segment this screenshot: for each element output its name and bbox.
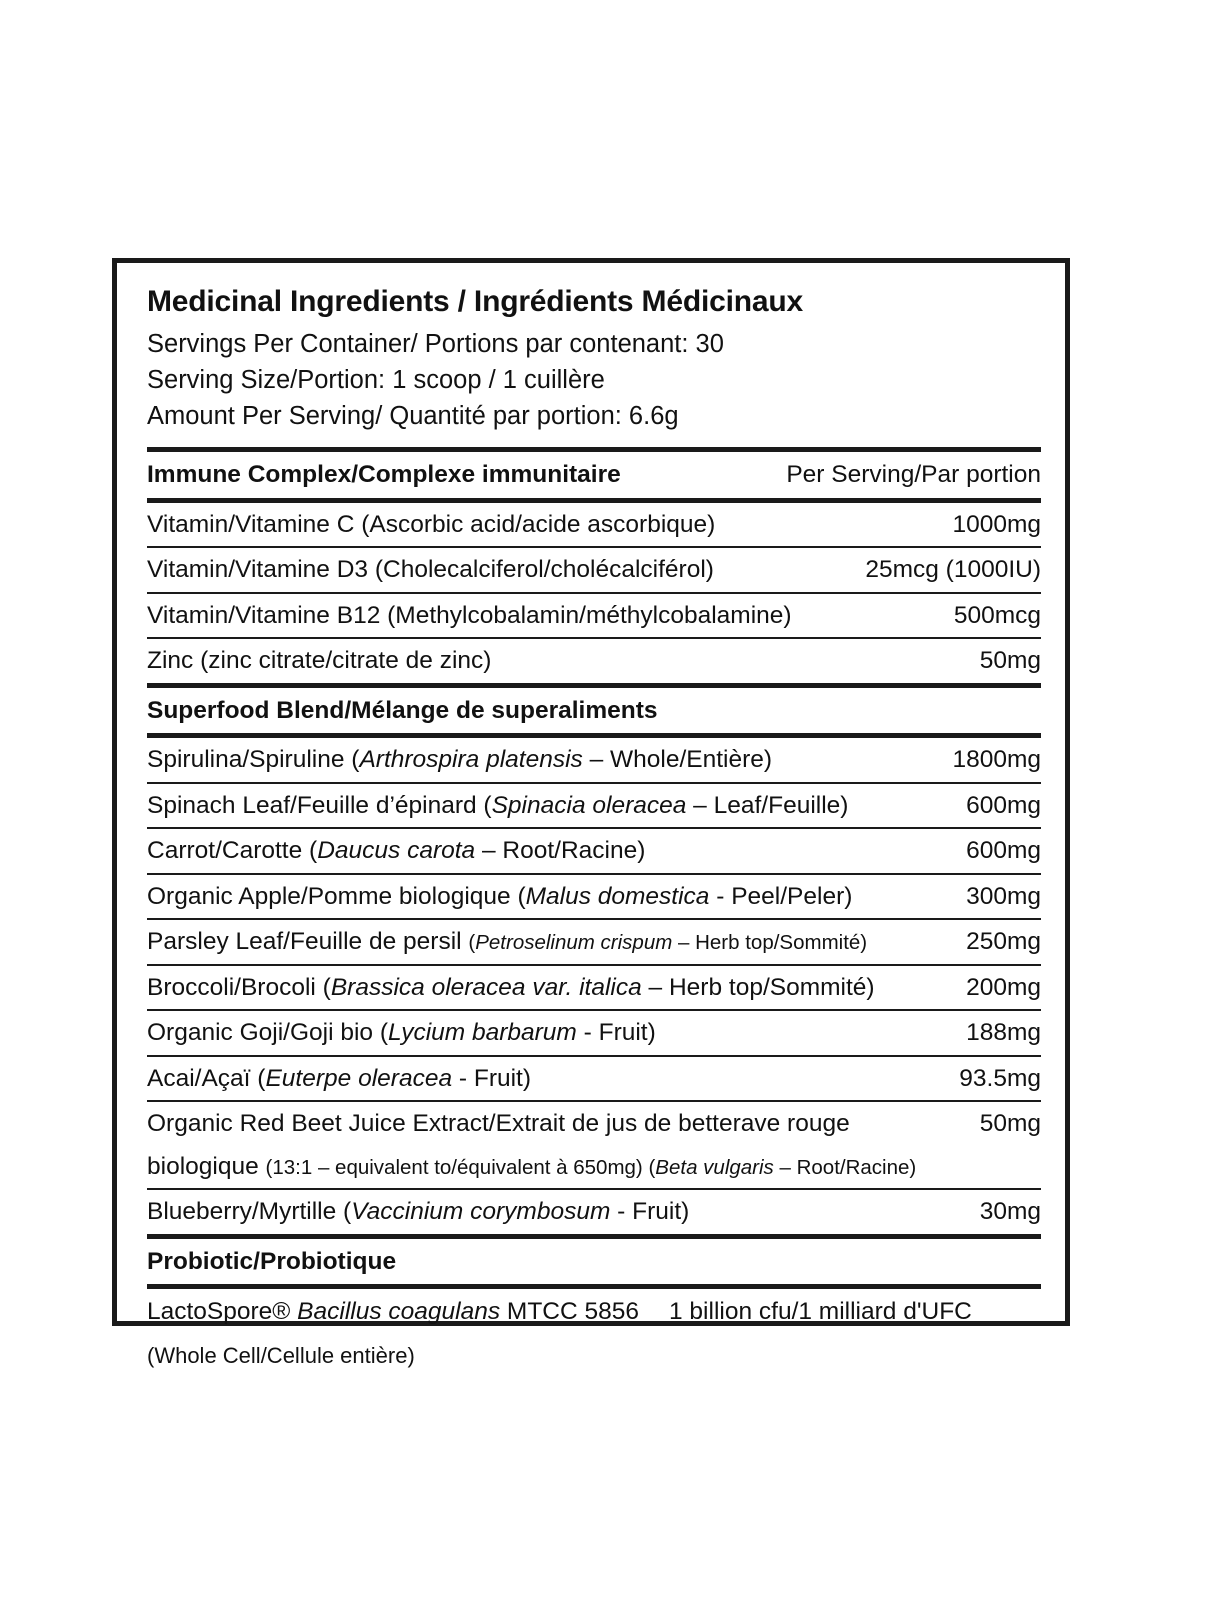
table-row xyxy=(147,966,1041,1010)
ingredient-name: Vitamin/Vitamine C (Ascorbic acid/acide ascorbique) xyxy=(147,510,716,538)
table-row xyxy=(147,639,1041,683)
amount-per-serving: Amount Per Serving/ Quantité par portion: 6.6g xyxy=(147,402,679,431)
ingredient-amount: 250mg xyxy=(966,928,1041,956)
ingredient-name: Blueberry/Myrtille (Vaccinium corymbosum - Fruit) xyxy=(147,1198,690,1226)
table-row xyxy=(147,784,1041,828)
scientific-name: Petroselinum crispum xyxy=(475,931,673,955)
ingredient-amount: 50mg xyxy=(979,647,1041,675)
serving-size: Serving Size/Portion: 1 scoop / 1 cuillère xyxy=(147,366,605,394)
section-header-probiotic xyxy=(147,1239,1041,1285)
table-row xyxy=(147,1057,1041,1101)
servings-per-container: Servings Per Container/ Portions par contenant: 30 xyxy=(147,329,724,358)
ingredient-amount: 93.5mg xyxy=(959,1064,1041,1092)
supplement-facts-panel xyxy=(112,258,1070,1368)
scientific-name: Brassica oleracea var. italica xyxy=(330,973,642,1001)
ingredient-name: Zinc (zinc citrate/citrate de zinc) xyxy=(147,647,492,675)
ingredient-amount: 188mg xyxy=(966,1019,1041,1047)
table-row xyxy=(147,1289,1041,1376)
scientific-name: Beta vulgaris xyxy=(655,1155,774,1179)
ingredient-amount: 500mcg xyxy=(953,601,1041,629)
table-row xyxy=(147,829,1041,873)
table-row xyxy=(147,738,1041,782)
table-row xyxy=(147,1102,1041,1188)
row-line-1 xyxy=(147,1112,1041,1137)
page-title: Medicinal Ingredients / Ingrédients Médicinaux xyxy=(147,285,803,318)
ingredient-name: Spirulina/Spiruline (Arthrospira platensis – Whole/Entière) xyxy=(147,746,773,774)
ingredient-amount: 600mg xyxy=(966,837,1041,865)
ingredient-amount: 1 billion cfu/1 milliard d'UFC xyxy=(669,1298,972,1326)
ingredient-name: Spinach Leaf/Feuille d’épinard (Spinacia oleracea – Leaf/Feuille) xyxy=(147,791,849,819)
table-row xyxy=(147,920,1041,964)
amount-column-header: Per Serving/Par portion xyxy=(786,461,1041,489)
ingredient-amount: 200mg xyxy=(966,973,1041,1001)
section-title: Immune Complex/Complexe immunitaire xyxy=(147,461,621,489)
scientific-name: Spinacia oleracea xyxy=(491,791,687,819)
ingredient-name: Organic Apple/Pomme biologique (Malus domestica - Peel/Peler) xyxy=(147,882,853,910)
table-row xyxy=(147,503,1041,547)
ingredient-name: Carrot/Carotte (Daucus carota – Root/Racine) xyxy=(147,837,646,865)
ingredient-name: Parsley Leaf/Feuille de persil (Petroselinum crispum – Herb top/Sommité) xyxy=(147,928,868,956)
ingredient-name: Vitamin/Vitamine D3 (Cholecalciferol/cholécalciférol) xyxy=(147,556,714,584)
table-row xyxy=(147,1011,1041,1055)
row-line-1 xyxy=(147,1300,1041,1325)
scientific-name: Lycium barbarum xyxy=(388,1019,577,1047)
table-row xyxy=(147,1190,1041,1234)
ingredient-amount: 50mg xyxy=(979,1110,1041,1138)
table-row xyxy=(147,548,1041,592)
table-row xyxy=(147,594,1041,638)
scientific-name: Malus domestica xyxy=(525,882,710,910)
ingredient-name: Organic Red Beet Juice Extract/Extrait de jus de betterave rouge xyxy=(147,1110,850,1138)
ingredient-name: Vitamin/Vitamine B12 (Methylcobalamin/méthylcobalamine) xyxy=(147,601,792,629)
section-title: Probiotic/Probiotique xyxy=(147,1247,397,1275)
section-header-immune-complex xyxy=(147,452,1041,498)
row-line-2: biologique (13:1 – equivalent to/équivalent à 650mg) (Beta vulgaris – Root/Racine) xyxy=(147,1152,917,1180)
ingredient-name: LactoSpore® Bacillus coagulans MTCC 5856 xyxy=(147,1298,639,1326)
table-row xyxy=(147,875,1041,919)
scientific-name: Euterpe oleracea xyxy=(265,1064,453,1092)
ingredient-amount: 600mg xyxy=(966,791,1041,819)
section-header-superfood-blend xyxy=(147,688,1041,734)
ingredient-amount: 30mg xyxy=(979,1198,1041,1226)
scientific-name: Daucus carota xyxy=(317,837,476,865)
panel-content xyxy=(117,263,1065,1376)
ingredient-name: Broccoli/Brocoli (Brassica oleracea var. italica – Herb top/Sommité) xyxy=(147,973,875,1001)
scientific-name: Bacillus coagulans xyxy=(297,1298,501,1326)
section-title: Superfood Blend/Mélange de superaliments xyxy=(147,696,658,724)
ingredient-amount: 1800mg xyxy=(952,746,1041,774)
header-spacer xyxy=(147,434,1041,447)
scientific-name: Arthrospira platensis xyxy=(359,746,583,774)
ingredient-name: Organic Goji/Goji bio (Lycium barbarum - Fruit) xyxy=(147,1019,656,1047)
ingredient-amount: 1000mg xyxy=(952,510,1041,538)
ingredient-amount: 25mcg (1000IU) xyxy=(865,556,1041,584)
ingredient-name: Acai/Açaï (Euterpe oleracea - Fruit) xyxy=(147,1064,532,1092)
scientific-name: Vaccinium corymbosum xyxy=(351,1198,611,1226)
ingredient-amount: 300mg xyxy=(966,882,1041,910)
ingredient-note: (Whole Cell/Cellule entière) xyxy=(147,1342,415,1368)
